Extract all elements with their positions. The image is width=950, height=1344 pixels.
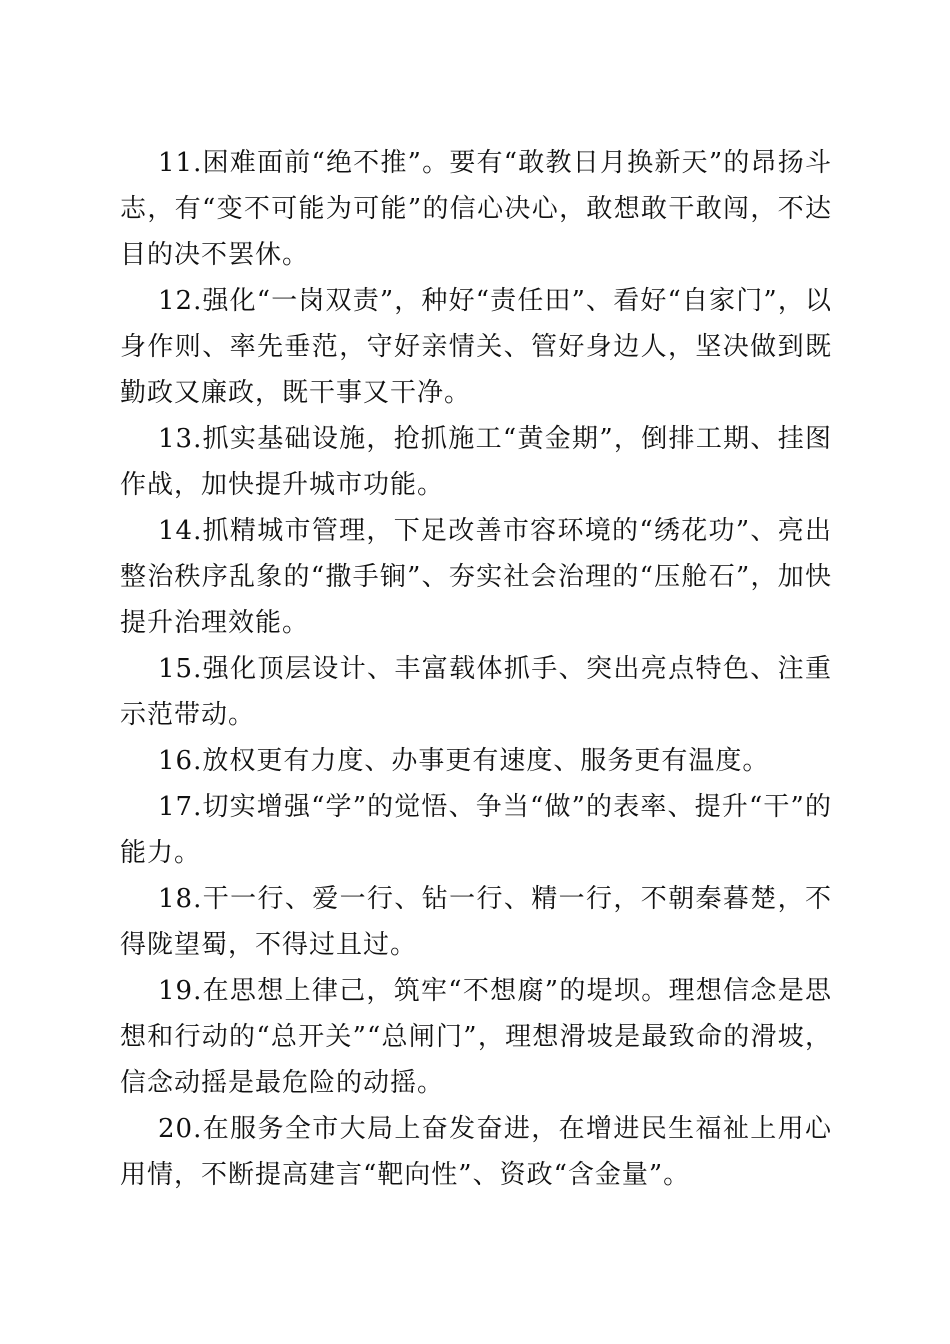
paragraph-13: 13.抓实基础设施，抢抓施工“黄金期”，倒排工期、挂图作战，加快提升城市功能。 [120, 424, 832, 500]
paragraph-14: 14.抓精城市管理，下足改善市容环境的“绣花功”、亮出整治秩序乱象的“撒手锏”、夯实社会治理的“压舱石”，加快提升治理效能。 [120, 516, 832, 638]
paragraph-15: 15.强化顶层设计、丰富载体抓手、突出亮点特色、注重示范带动。 [120, 654, 832, 730]
paragraph-20: 20.在服务全市大局上奋发奋进，在增进民生福祉上用心用情，不断提高建言“靶向性”、资政“含金量”。 [120, 1114, 832, 1190]
paragraph-17: 17.切实增强“学”的觉悟、争当“做”的表率、提升“干”的能力。 [120, 792, 832, 868]
paragraph-18: 18.干一行、爱一行、钻一行、精一行，不朝秦暮楚，不得陇望蜀，不得过且过。 [120, 884, 832, 960]
paragraph-19: 19.在思想上律己，筑牢“不想腐”的堤坝。理想信念是思想和行动的“总开关”“总闸门”，理想滑坡是最致命的滑坡，信念动摇是最危险的动摇。 [120, 976, 832, 1098]
document-body [120, 140, 832, 1198]
paragraph-11: 11.困难面前“绝不推”。要有“敢教日月换新天”的昂扬斗志，有“变不可能为可能”的信心决心，敢想敢干敢闯，不达目的决不罢休。 [120, 148, 832, 270]
paragraph-16: 16.放权更有力度、办事更有速度、服务更有温度。 [158, 746, 770, 776]
paragraph-12: 12.强化“一岗双责”，种好“责任田”、看好“自家门”，以身作则、率先垂范，守好亲情关、管好身边人，坚决做到既勤政又廉政，既干事又干净。 [120, 286, 832, 408]
